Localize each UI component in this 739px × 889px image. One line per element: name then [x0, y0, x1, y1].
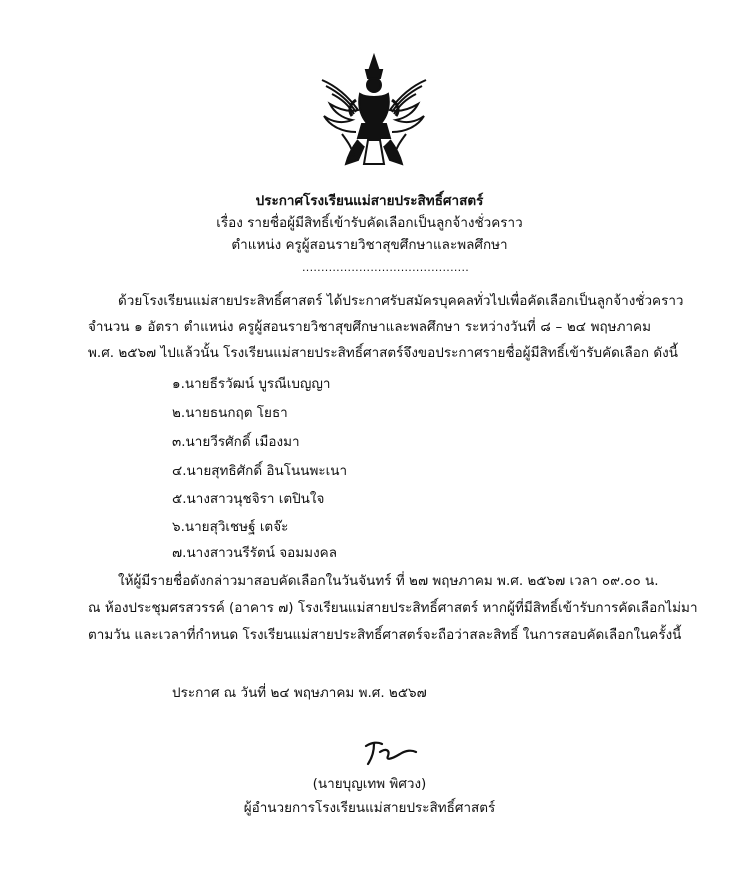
- candidate-item-6: ๖.นายสุวิเชษฐ์ เตจ๊ะ: [172, 519, 289, 535]
- announced-date: ประกาศ ณ วันที่ ๒๔ พฤษภาคม พ.ศ. ๒๕๖๗: [172, 685, 427, 701]
- candidate-item-4: ๔.นายสุทธิศักดิ์ อินโนนพะเนา: [172, 463, 348, 479]
- garuda-emblem-icon: [312, 52, 436, 170]
- paragraph1-line3: พ.ศ. ๒๕๖๗ ไปแล้วนั้น โรงเรียนแม่สายประสิทธิ์ศาสตร์จึงขอประกาศรายชื่อผู้มีสิทธิ์เข้ารับคัดเลือก ดังนี้: [88, 345, 678, 361]
- paragraph2-line2: ณ ห้องประชุมศรสวรรค์ (อาคาร ๗) โรงเรียนแม่สายประสิทธิ์ศาสตร์ หากผู้ที่มีสิทธิ์เข้ารับการคัดเลือกไม่มา: [88, 600, 698, 616]
- signature-icon: [360, 738, 420, 768]
- signer-name: (นายบุญเทพ พิศวง): [312, 776, 427, 792]
- signer-title: ผู้อำนวยการโรงเรียนแม่สายประสิทธิ์ศาสตร์: [243, 800, 496, 816]
- divider-dots: ............................................: [302, 261, 470, 274]
- announcement-title: ประกาศโรงเรียนแม่สายประสิทธิ์ศาสตร์: [255, 193, 484, 209]
- candidate-item-3: ๓.นายวีรศักดิ์ เมืองมา: [172, 434, 300, 450]
- paragraph2-line1: ให้ผู้มีรายชื่อดังกล่าวมาสอบคัดเลือกในวันจันทร์ ที่ ๒๗ พฤษภาคม พ.ศ. ๒๕๖๗ เวลา ๐๙.๐๐ น.: [118, 573, 659, 589]
- paragraph1-line2: จำนวน ๑ อัตรา ตำแหน่ง ครูผู้สอนรายวิชาสุขศึกษาและพลศึกษา ระหว่างวันที่ ๘ – ๒๔ พฤษภาคม: [88, 319, 651, 335]
- paragraph1-line1: ด้วยโรงเรียนแม่สายประสิทธิ์ศาสตร์ ได้ประกาศรับสมัครบุคคลทั่วไปเพื่อคัดเลือกเป็นลูกจ้างชั่วคราว: [118, 293, 684, 309]
- candidate-item-1: ๑.นายธีรวัฒน์ บูรณีเบญญา: [172, 376, 331, 392]
- announcement-subject: เรื่อง รายชื่อผู้มีสิทธิ์เข้ารับคัดเลือกเป็นลูกจ้างชั่วคราว: [216, 215, 523, 231]
- announcement-position: ตำแหน่ง ครูผู้สอนรายวิชาสุขศึกษาและพลศึกษา: [231, 237, 508, 253]
- candidate-item-2: ๒.นายธนกฤต โยธา: [172, 405, 288, 421]
- candidate-item-7: ๗.นางสาวนรีรัตน์ จอมมงคล: [172, 545, 337, 561]
- candidate-item-5: ๕.นางสาวนุชจิรา เตปินใจ: [172, 491, 325, 507]
- paragraph2-line3: ตามวัน และเวลาที่กำหนด โรงเรียนแม่สายประสิทธิ์ศาสตร์จะถือว่าสละสิทธิ์ ในการสอบคัดเลือกในครั้งนี้: [88, 627, 682, 643]
